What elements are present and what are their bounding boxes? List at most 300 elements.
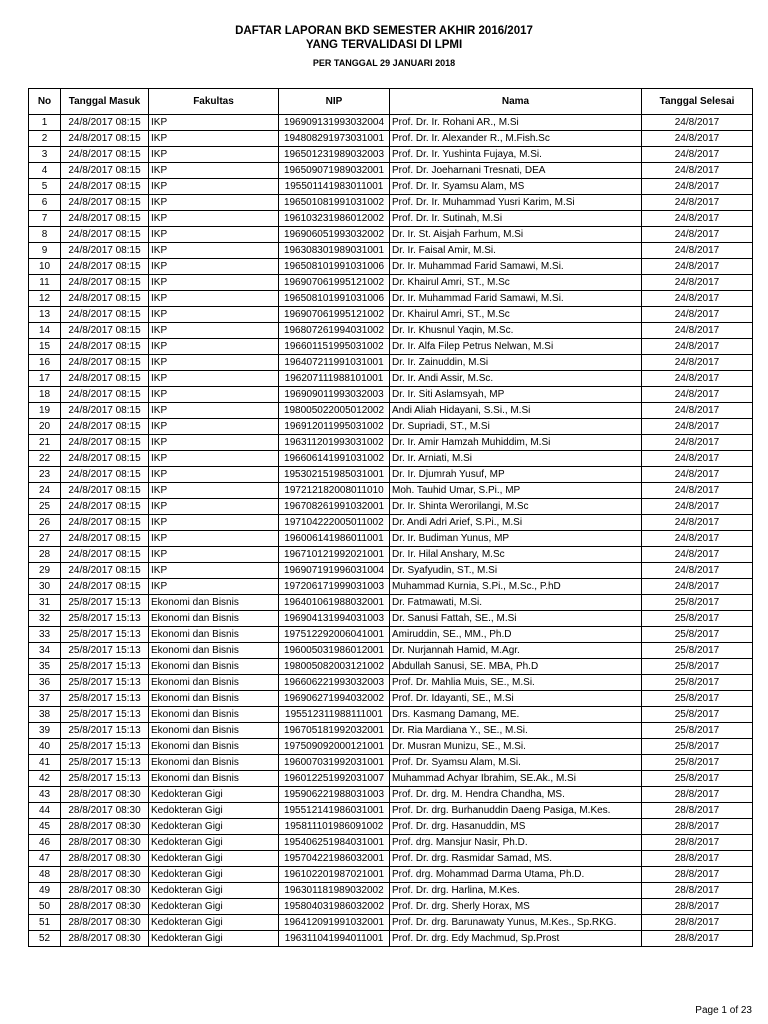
tanggal-selesai-cell: 25/8/2017 — [642, 643, 753, 659]
tanggal-masuk-cell: 24/8/2017 08:15 — [61, 483, 149, 499]
row-number: 11 — [29, 275, 61, 291]
row-number: 4 — [29, 163, 61, 179]
fakultas-cell: Ekonomi dan Bisnis — [149, 723, 279, 739]
fakultas-cell: Kedokteran Gigi — [149, 931, 279, 947]
tanggal-masuk-cell: 24/8/2017 08:15 — [61, 531, 149, 547]
row-number: 21 — [29, 435, 61, 451]
tanggal-masuk-cell: 24/8/2017 08:15 — [61, 467, 149, 483]
fakultas-cell: IKP — [149, 387, 279, 403]
fakultas-cell: Ekonomi dan Bisnis — [149, 755, 279, 771]
fakultas-cell: IKP — [149, 291, 279, 307]
tanggal-masuk-cell: 24/8/2017 08:15 — [61, 563, 149, 579]
row-number: 52 — [29, 931, 61, 947]
tanggal-selesai-cell: 25/8/2017 — [642, 739, 753, 755]
nip-cell: 196012251992031007 — [279, 771, 390, 787]
tanggal-selesai-cell: 24/8/2017 — [642, 179, 753, 195]
table-row — [29, 547, 753, 563]
fakultas-cell: Ekonomi dan Bisnis — [149, 675, 279, 691]
tanggal-selesai-cell: 25/8/2017 — [642, 691, 753, 707]
row-number: 42 — [29, 771, 61, 787]
nip-cell: 196311201993031002 — [279, 435, 390, 451]
fakultas-cell: Kedokteran Gigi — [149, 851, 279, 867]
tanggal-masuk-cell: 25/8/2017 15:13 — [61, 595, 149, 611]
fakultas-cell: IKP — [149, 435, 279, 451]
nip-cell: 196005031986012001 — [279, 643, 390, 659]
tanggal-masuk-cell: 28/8/2017 08:30 — [61, 835, 149, 851]
column-header-fakultas: Fakultas — [149, 89, 279, 115]
tanggal-masuk-cell: 24/8/2017 08:15 — [61, 243, 149, 259]
table-row — [29, 723, 753, 739]
nama-cell: Dr. Ir. Zainuddin, M.Si — [390, 355, 642, 371]
fakultas-cell: IKP — [149, 515, 279, 531]
tanggal-masuk-cell: 24/8/2017 08:15 — [61, 435, 149, 451]
tanggal-selesai-cell: 28/8/2017 — [642, 915, 753, 931]
row-number: 7 — [29, 211, 61, 227]
tanggal-selesai-cell: 24/8/2017 — [642, 467, 753, 483]
document-header — [0, 24, 768, 69]
tanggal-selesai-cell: 24/8/2017 — [642, 499, 753, 515]
table-row — [29, 691, 753, 707]
table-row — [29, 899, 753, 915]
nama-cell: Prof. Dr. Ir. Alexander R., M.Fish.Sc — [390, 131, 642, 147]
nip-cell: 196606141991031002 — [279, 451, 390, 467]
nip-cell: 196509071989032001 — [279, 163, 390, 179]
fakultas-cell: IKP — [149, 163, 279, 179]
row-number: 3 — [29, 147, 61, 163]
row-number: 13 — [29, 307, 61, 323]
table-row — [29, 803, 753, 819]
fakultas-cell: IKP — [149, 355, 279, 371]
table-row — [29, 179, 753, 195]
table-row — [29, 403, 753, 419]
fakultas-cell: IKP — [149, 403, 279, 419]
row-number: 35 — [29, 659, 61, 675]
row-number: 2 — [29, 131, 61, 147]
nip-cell: 197512292006041001 — [279, 627, 390, 643]
table-row — [29, 675, 753, 691]
fakultas-cell: IKP — [149, 195, 279, 211]
row-number: 14 — [29, 323, 61, 339]
nip-cell: 195906221988031003 — [279, 787, 390, 803]
table-row — [29, 563, 753, 579]
column-header-tanggal-masuk: Tanggal Masuk — [61, 89, 149, 115]
nama-cell: Dr. Ir. Muhammad Farid Samawi, M.Si. — [390, 291, 642, 307]
table-row — [29, 163, 753, 179]
nip-cell: 195501141983011001 — [279, 179, 390, 195]
table-row — [29, 323, 753, 339]
table-row — [29, 467, 753, 483]
column-header-tanggal-selesai: Tanggal Selesai — [642, 89, 753, 115]
fakultas-cell: Ekonomi dan Bisnis — [149, 691, 279, 707]
table-row — [29, 211, 753, 227]
nama-cell: Dr. Nurjannah Hamid, M.Agr. — [390, 643, 642, 659]
nama-cell: Dr. Ir. Siti Aslamsyah, MP — [390, 387, 642, 403]
table-row — [29, 307, 753, 323]
tanggal-selesai-cell: 24/8/2017 — [642, 371, 753, 387]
nip-cell: 196606221993032003 — [279, 675, 390, 691]
nip-cell: 196705181992032001 — [279, 723, 390, 739]
nip-cell: 196508101991031006 — [279, 291, 390, 307]
tanggal-masuk-cell: 24/8/2017 08:15 — [61, 499, 149, 515]
fakultas-cell: IKP — [149, 131, 279, 147]
nip-cell: 196710121992021001 — [279, 547, 390, 563]
nama-cell: Prof. Dr. Ir. Sutinah, M.Si — [390, 211, 642, 227]
table-row — [29, 147, 753, 163]
tanggal-masuk-cell: 24/8/2017 08:15 — [61, 579, 149, 595]
tanggal-masuk-cell: 28/8/2017 08:30 — [61, 915, 149, 931]
nama-cell: Prof. drg. Mansjur Nasir, Ph.D. — [390, 835, 642, 851]
table-row — [29, 787, 753, 803]
row-number: 39 — [29, 723, 61, 739]
row-number: 22 — [29, 451, 61, 467]
tanggal-masuk-cell: 28/8/2017 08:30 — [61, 819, 149, 835]
fakultas-cell: Kedokteran Gigi — [149, 803, 279, 819]
nip-cell: 196006141986011001 — [279, 531, 390, 547]
tanggal-selesai-cell: 24/8/2017 — [642, 563, 753, 579]
table-row — [29, 627, 753, 643]
nama-cell: Prof. Dr. Ir. Rohani AR., M.Si — [390, 115, 642, 131]
tanggal-selesai-cell: 24/8/2017 — [642, 387, 753, 403]
tanggal-selesai-cell: 24/8/2017 — [642, 307, 753, 323]
nama-cell: Dr. Ir. Muhammad Farid Samawi, M.Si. — [390, 259, 642, 275]
table-row — [29, 259, 753, 275]
table-row — [29, 483, 753, 499]
table-row — [29, 371, 753, 387]
table-row — [29, 579, 753, 595]
tanggal-selesai-cell: 28/8/2017 — [642, 883, 753, 899]
row-number: 23 — [29, 467, 61, 483]
fakultas-cell: Ekonomi dan Bisnis — [149, 627, 279, 643]
nama-cell: Dr. Ir. Hilal Anshary, M.Sc — [390, 547, 642, 563]
tanggal-selesai-cell: 25/8/2017 — [642, 675, 753, 691]
tanggal-masuk-cell: 24/8/2017 08:15 — [61, 307, 149, 323]
table-row — [29, 275, 753, 291]
tanggal-selesai-cell: 24/8/2017 — [642, 227, 753, 243]
fakultas-cell: IKP — [149, 275, 279, 291]
row-number: 33 — [29, 627, 61, 643]
nip-cell: 197206171999031003 — [279, 579, 390, 595]
tanggal-selesai-cell: 24/8/2017 — [642, 131, 753, 147]
table-row — [29, 931, 753, 947]
tanggal-masuk-cell: 24/8/2017 08:15 — [61, 195, 149, 211]
tanggal-masuk-cell: 25/8/2017 15:13 — [61, 659, 149, 675]
row-number: 17 — [29, 371, 61, 387]
row-number: 34 — [29, 643, 61, 659]
nama-cell: Dr. Ir. Budiman Yunus, MP — [390, 531, 642, 547]
tanggal-masuk-cell: 25/8/2017 15:13 — [61, 675, 149, 691]
table-row — [29, 835, 753, 851]
tanggal-masuk-cell: 24/8/2017 08:15 — [61, 515, 149, 531]
row-number: 45 — [29, 819, 61, 835]
nama-cell: Prof. Dr. Mahlia Muis, SE., M.Si. — [390, 675, 642, 691]
row-number: 5 — [29, 179, 61, 195]
tanggal-selesai-cell: 28/8/2017 — [642, 931, 753, 947]
tanggal-selesai-cell: 25/8/2017 — [642, 659, 753, 675]
nama-cell: Prof. drg. Mohammad Darma Utama, Ph.D. — [390, 867, 642, 883]
fakultas-cell: IKP — [149, 339, 279, 355]
tanggal-masuk-cell: 24/8/2017 08:15 — [61, 403, 149, 419]
nip-cell: 196906051993032002 — [279, 227, 390, 243]
nama-cell: Prof. Dr. Ir. Syamsu Alam, MS — [390, 179, 642, 195]
table-row — [29, 451, 753, 467]
nip-cell: 195302151985031001 — [279, 467, 390, 483]
table-body — [29, 115, 753, 947]
nama-cell: Dr. Ir. Khusnul Yaqin, M.Sc. — [390, 323, 642, 339]
row-number: 18 — [29, 387, 61, 403]
tanggal-selesai-cell: 24/8/2017 — [642, 195, 753, 211]
tanggal-selesai-cell: 25/8/2017 — [642, 707, 753, 723]
nip-cell: 195811101986091002 — [279, 819, 390, 835]
nama-cell: Dr. Ir. Amir Hamzah Muhiddim, M.Si — [390, 435, 642, 451]
tanggal-selesai-cell: 25/8/2017 — [642, 595, 753, 611]
row-number: 38 — [29, 707, 61, 723]
table-row — [29, 643, 753, 659]
table-row — [29, 115, 753, 131]
column-header-no: No — [29, 89, 61, 115]
nama-cell: Dr. Ir. Alfa Filep Petrus Nelwan, M.Si — [390, 339, 642, 355]
fakultas-cell: IKP — [149, 211, 279, 227]
nip-cell: 195804031986032002 — [279, 899, 390, 915]
nama-cell: Moh. Tauhid Umar, S.Pi., MP — [390, 483, 642, 499]
tanggal-selesai-cell: 24/8/2017 — [642, 163, 753, 179]
row-number: 31 — [29, 595, 61, 611]
nip-cell: 195704221986032001 — [279, 851, 390, 867]
tanggal-masuk-cell: 24/8/2017 08:15 — [61, 227, 149, 243]
tanggal-selesai-cell: 28/8/2017 — [642, 867, 753, 883]
nama-cell: Prof. Dr. drg. Sherly Horax, MS — [390, 899, 642, 915]
fakultas-cell: Kedokteran Gigi — [149, 867, 279, 883]
nama-cell: Dr. Fatmawati, M.Si. — [390, 595, 642, 611]
nip-cell: 196407211991031001 — [279, 355, 390, 371]
nip-cell: 196906271994032002 — [279, 691, 390, 707]
nip-cell: 196401061988032001 — [279, 595, 390, 611]
nama-cell: Andi Aliah Hidayani, S.Si., M.Si — [390, 403, 642, 419]
table-row — [29, 243, 753, 259]
fakultas-cell: Kedokteran Gigi — [149, 883, 279, 899]
table-row — [29, 387, 753, 403]
row-number: 29 — [29, 563, 61, 579]
nama-cell: Prof. Dr. drg. M. Hendra Chandha, MS. — [390, 787, 642, 803]
table-row — [29, 355, 753, 371]
nip-cell: 196311041994011001 — [279, 931, 390, 947]
tanggal-selesai-cell: 24/8/2017 — [642, 211, 753, 227]
table-row — [29, 291, 753, 307]
tanggal-masuk-cell: 28/8/2017 08:30 — [61, 851, 149, 867]
tanggal-selesai-cell: 24/8/2017 — [642, 451, 753, 467]
tanggal-selesai-cell: 24/8/2017 — [642, 579, 753, 595]
fakultas-cell: IKP — [149, 531, 279, 547]
nama-cell: Prof. Dr. Ir. Yushinta Fujaya, M.Si. — [390, 147, 642, 163]
tanggal-masuk-cell: 24/8/2017 08:15 — [61, 211, 149, 227]
fakultas-cell: IKP — [149, 419, 279, 435]
table-row — [29, 339, 753, 355]
nama-cell: Dr. Andi Adri Arief, S.Pi., M.Si — [390, 515, 642, 531]
nama-cell: Abdullah Sanusi, SE. MBA, Ph.D — [390, 659, 642, 675]
tanggal-selesai-cell: 24/8/2017 — [642, 419, 753, 435]
fakultas-cell: Ekonomi dan Bisnis — [149, 739, 279, 755]
fakultas-cell: Ekonomi dan Bisnis — [149, 611, 279, 627]
tanggal-masuk-cell: 25/8/2017 15:13 — [61, 723, 149, 739]
nip-cell: 196103231986012002 — [279, 211, 390, 227]
nip-cell: 194808291973031001 — [279, 131, 390, 147]
row-number: 28 — [29, 547, 61, 563]
nip-cell: 196912011995031002 — [279, 419, 390, 435]
table-row — [29, 707, 753, 723]
tanggal-selesai-cell: 28/8/2017 — [642, 851, 753, 867]
tanggal-masuk-cell: 24/8/2017 08:15 — [61, 179, 149, 195]
fakultas-cell: Kedokteran Gigi — [149, 835, 279, 851]
fakultas-cell: IKP — [149, 579, 279, 595]
tanggal-masuk-cell: 25/8/2017 15:13 — [61, 611, 149, 627]
tanggal-masuk-cell: 24/8/2017 08:15 — [61, 451, 149, 467]
tanggal-masuk-cell: 24/8/2017 08:15 — [61, 163, 149, 179]
table-row — [29, 611, 753, 627]
nip-cell: 196501231989032003 — [279, 147, 390, 163]
nip-cell: 197509092000121001 — [279, 739, 390, 755]
report-table — [28, 88, 753, 947]
tanggal-selesai-cell: 28/8/2017 — [642, 787, 753, 803]
tanggal-selesai-cell: 28/8/2017 — [642, 899, 753, 915]
tanggal-selesai-cell: 24/8/2017 — [642, 339, 753, 355]
tanggal-selesai-cell: 25/8/2017 — [642, 723, 753, 739]
report-subtitle: YANG TERVALIDASI DI LPMI — [305, 39, 463, 51]
tanggal-selesai-cell: 24/8/2017 — [642, 323, 753, 339]
nama-cell: Dr. Ir. St. Aisjah Farhum, M.Si — [390, 227, 642, 243]
nama-cell: Prof. Dr. Ir. Muhammad Yusri Karim, M.Si — [390, 195, 642, 211]
fakultas-cell: Ekonomi dan Bisnis — [149, 707, 279, 723]
tanggal-masuk-cell: 25/8/2017 15:13 — [61, 739, 149, 755]
table-row — [29, 595, 753, 611]
tanggal-selesai-cell: 24/8/2017 — [642, 147, 753, 163]
fakultas-cell: IKP — [149, 563, 279, 579]
nip-cell: 196601151995031002 — [279, 339, 390, 355]
nama-cell: Amiruddin, SE., MM., Ph.D — [390, 627, 642, 643]
tanggal-selesai-cell: 24/8/2017 — [642, 531, 753, 547]
row-number: 27 — [29, 531, 61, 547]
nama-cell: Dr. Syafyudin, ST., M.Si — [390, 563, 642, 579]
tanggal-selesai-cell: 25/8/2017 — [642, 755, 753, 771]
nama-cell: Prof. Dr. drg. Hasanuddin, MS — [390, 819, 642, 835]
table-row — [29, 435, 753, 451]
tanggal-selesai-cell: 24/8/2017 — [642, 547, 753, 563]
tanggal-masuk-cell: 25/8/2017 15:13 — [61, 643, 149, 659]
nama-cell: Dr. Ir. Djumrah Yusuf, MP — [390, 467, 642, 483]
tanggal-selesai-cell: 24/8/2017 — [642, 115, 753, 131]
tanggal-masuk-cell: 24/8/2017 08:15 — [61, 291, 149, 307]
nama-cell: Dr. Sanusi Fattah, SE., M.Si — [390, 611, 642, 627]
table-row — [29, 131, 753, 147]
tanggal-selesai-cell: 24/8/2017 — [642, 259, 753, 275]
tanggal-masuk-cell: 28/8/2017 08:30 — [61, 899, 149, 915]
nip-cell: 196907191996031004 — [279, 563, 390, 579]
nip-cell: 196207111988101001 — [279, 371, 390, 387]
fakultas-cell: IKP — [149, 259, 279, 275]
table-row — [29, 195, 753, 211]
tanggal-masuk-cell: 25/8/2017 15:13 — [61, 771, 149, 787]
tanggal-masuk-cell: 24/8/2017 08:15 — [61, 387, 149, 403]
tanggal-selesai-cell: 24/8/2017 — [642, 291, 753, 307]
nip-cell: 196412091991032001 — [279, 915, 390, 931]
table-row — [29, 867, 753, 883]
table-header-row — [29, 89, 753, 115]
table-row — [29, 915, 753, 931]
nip-cell: 196007031992031001 — [279, 755, 390, 771]
tanggal-masuk-cell: 28/8/2017 08:30 — [61, 931, 149, 947]
tanggal-masuk-cell: 24/8/2017 08:15 — [61, 419, 149, 435]
row-number: 49 — [29, 883, 61, 899]
tanggal-selesai-cell: 24/8/2017 — [642, 403, 753, 419]
fakultas-cell: IKP — [149, 323, 279, 339]
nip-cell: 196102201987021001 — [279, 867, 390, 883]
row-number: 47 — [29, 851, 61, 867]
tanggal-selesai-cell: 24/8/2017 — [642, 483, 753, 499]
nip-cell: 196308301989031001 — [279, 243, 390, 259]
page-number: Page 1 of 23 — [695, 1005, 752, 1016]
fakultas-cell: IKP — [149, 147, 279, 163]
tanggal-selesai-cell: 25/8/2017 — [642, 627, 753, 643]
tanggal-masuk-cell: 24/8/2017 08:15 — [61, 371, 149, 387]
nama-cell: Dr. Ir. Andi Assir, M.Sc. — [390, 371, 642, 387]
row-number: 51 — [29, 915, 61, 931]
fakultas-cell: Ekonomi dan Bisnis — [149, 595, 279, 611]
nama-cell: Dr. Khairul Amri, ST., M.Sc — [390, 307, 642, 323]
nama-cell: Prof. Dr. drg. Harlina, M.Kes. — [390, 883, 642, 899]
nama-cell: Dr. Ria Mardiana Y., SE., M.Si. — [390, 723, 642, 739]
tanggal-masuk-cell: 28/8/2017 08:30 — [61, 867, 149, 883]
nip-cell: 197212182008011010 — [279, 483, 390, 499]
tanggal-masuk-cell: 25/8/2017 15:13 — [61, 755, 149, 771]
row-number: 30 — [29, 579, 61, 595]
table-row — [29, 227, 753, 243]
fakultas-cell: IKP — [149, 451, 279, 467]
fakultas-cell: IKP — [149, 467, 279, 483]
row-number: 48 — [29, 867, 61, 883]
fakultas-cell: IKP — [149, 227, 279, 243]
tanggal-selesai-cell: 25/8/2017 — [642, 771, 753, 787]
fakultas-cell: IKP — [149, 483, 279, 499]
nama-cell: Dr. Khairul Amri, ST., M.Sc — [390, 275, 642, 291]
nip-cell: 198005082003121002 — [279, 659, 390, 675]
fakultas-cell: IKP — [149, 179, 279, 195]
nip-cell: 196301181989032002 — [279, 883, 390, 899]
fakultas-cell: IKP — [149, 371, 279, 387]
table-row — [29, 755, 753, 771]
report-title: DAFTAR LAPORAN BKD SEMESTER AKHIR 2016/2017 — [235, 25, 533, 37]
nama-cell: Dr. Ir. Arniati, M.Si — [390, 451, 642, 467]
nama-cell: Dr. Ir. Faisal Amir, M.Si. — [390, 243, 642, 259]
row-number: 41 — [29, 755, 61, 771]
tanggal-masuk-cell: 24/8/2017 08:15 — [61, 147, 149, 163]
fakultas-cell: Kedokteran Gigi — [149, 915, 279, 931]
tanggal-selesai-cell: 24/8/2017 — [642, 355, 753, 371]
nip-cell: 197104222005011002 — [279, 515, 390, 531]
tanggal-masuk-cell: 24/8/2017 08:15 — [61, 275, 149, 291]
nama-cell: Dr. Musran Munizu, SE., M.Si. — [390, 739, 642, 755]
table-row — [29, 419, 753, 435]
row-number: 20 — [29, 419, 61, 435]
tanggal-masuk-cell: 24/8/2017 08:15 — [61, 131, 149, 147]
nama-cell: Prof. Dr. Syamsu Alam, M.Si. — [390, 755, 642, 771]
nama-cell: Muhammad Achyar Ibrahim, SE.Ak., M.Si — [390, 771, 642, 787]
column-header-nama: Nama — [390, 89, 642, 115]
fakultas-cell: IKP — [149, 115, 279, 131]
tanggal-selesai-cell: 24/8/2017 — [642, 515, 753, 531]
nip-cell: 196909131993032004 — [279, 115, 390, 131]
nip-cell: 196708261991032001 — [279, 499, 390, 515]
row-number: 50 — [29, 899, 61, 915]
column-header-nip: NIP — [279, 89, 390, 115]
fakultas-cell: Kedokteran Gigi — [149, 899, 279, 915]
